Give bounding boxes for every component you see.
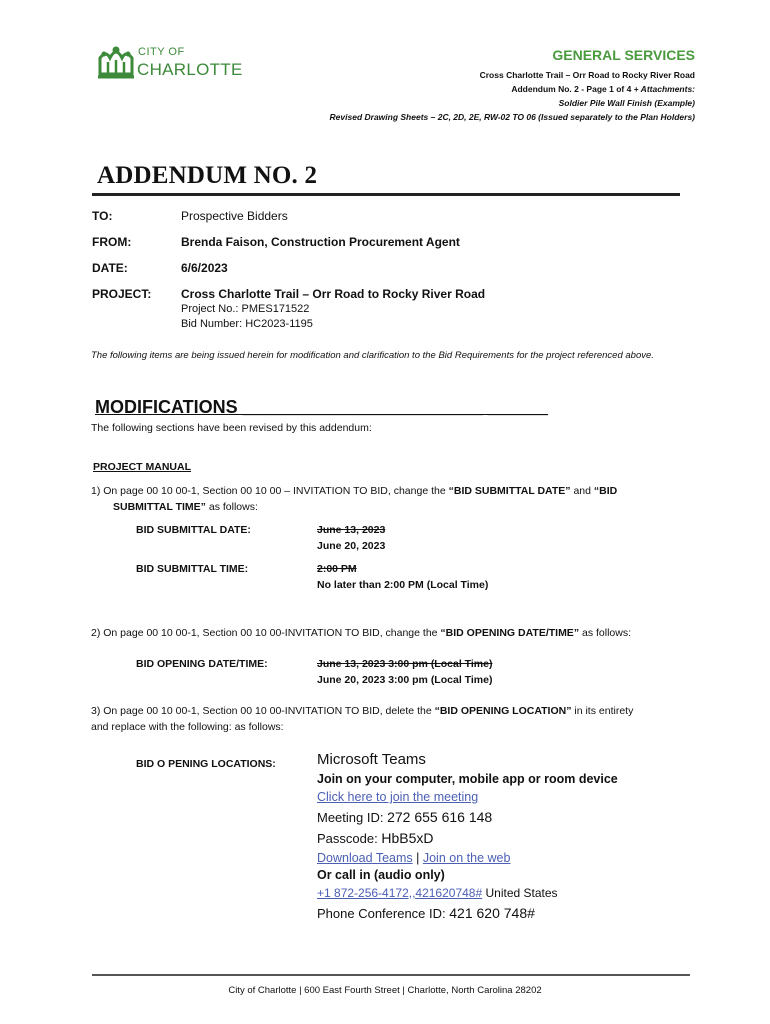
item-3-prefix: 3) On page 00 10 00-1, Section 00 10 00-INVITATION TO BID, delete the (91, 705, 435, 717)
item-1-text (91, 483, 691, 499)
item-1-and: and (570, 485, 594, 497)
bid-submittal-time-new: No later than 2:00 PM (Local Time) (317, 579, 489, 591)
item-2-bid-opening: “BID OPENING DATE/TIME” (440, 627, 580, 639)
title-divider (92, 193, 680, 196)
phone-country: United States (482, 886, 558, 900)
item-3-end: in its entirety (571, 705, 634, 717)
page-title: ADDENDUM NO. 2 (97, 162, 318, 189)
item-2-end: as follows: (579, 627, 632, 639)
conference-id-value: 421 620 748# (449, 905, 535, 921)
project-number: Project No.: PMES171522 (181, 303, 310, 315)
bid-number: Bid Number: HC2023-1195 (181, 318, 313, 330)
teams-join-line: Join on your computer, mobile app or room device (317, 772, 618, 786)
from-label: FROM: (92, 235, 132, 249)
bid-opening-locations-label: BID O PENING LOCATIONS: (136, 758, 276, 770)
passcode (317, 830, 433, 846)
bid-opening-date-old: June 13, 2023 3:00 pm (Local Time) (317, 658, 493, 670)
conference-id (317, 905, 535, 921)
meeting-id-value: 272 655 616 148 (387, 809, 493, 825)
item-3-text (91, 703, 691, 719)
item-1-submittal-time: SUBMITTAL TIME” (113, 501, 206, 513)
bid-submittal-time-old: 2:00 PM (317, 563, 357, 575)
conference-id-label: Phone Conference ID: (317, 906, 450, 921)
date-label: DATE: (92, 261, 128, 275)
header-page-info: Addendum No. 2 - Page 1 of 4 (511, 84, 632, 94)
teams-title: Microsoft Teams (317, 751, 426, 768)
passcode-value: HbB5xD (381, 830, 434, 846)
header-line-3: Soldier Pile Wall Finish (Example) (558, 98, 695, 108)
header-line-4: Revised Drawing Sheets – 2C, 2D, 2E, RW-02 TO 06 (Issued separately to the Plan Holders) (329, 112, 695, 122)
modifications-subtext: The following sections have been revised by this addendum: (91, 422, 372, 434)
item-3-bid-opening-location: “BID OPENING LOCATION” (434, 705, 572, 717)
bid-submittal-date-old: June 13, 2023 (317, 524, 386, 536)
modifications-heading: MODIFICATIONS ________________________ ______ (95, 397, 548, 417)
item-1-bid: “BID (593, 485, 618, 497)
item-1-prefix: 1) On page 00 10 00-1, Section 00 10 00 – INVITATION TO BID, change the (91, 485, 449, 497)
item-1-end: as follows: (205, 501, 258, 513)
passcode-label: Passcode: (317, 831, 382, 846)
logo-charlotte: CHARLOTTE (137, 60, 243, 79)
header-line-2 (275, 82, 695, 96)
to-value: Prospective Bidders (181, 209, 288, 223)
project-label: PROJECT: (92, 287, 152, 301)
phone-link[interactable]: +1 872-256-4172,,421620748# (317, 886, 483, 900)
bid-submittal-time-label: BID SUBMITTAL TIME: (136, 563, 249, 575)
call-in-heading: Or call in (audio only) (317, 868, 445, 882)
item-3-line-2: and replace with the following: as follows: (91, 721, 284, 733)
item-2-prefix: 2) On page 00 10 00-1, Section 00 10 00-INVITATION TO BID, change the (91, 627, 441, 639)
logo-city-of: CITY OF (138, 46, 185, 58)
crown-icon (96, 44, 136, 80)
join-meeting-link[interactable]: Click here to join the meeting (317, 790, 479, 804)
join-web-link[interactable]: Join on the web (422, 851, 511, 865)
bid-opening-date-label: BID OPENING DATE/TIME: (136, 658, 268, 670)
bid-submittal-date-new: June 20, 2023 (317, 540, 386, 552)
intro-text: The following items are being issued herein for modification and clarification to the Bid Requirements for the project referenced above. (91, 350, 654, 361)
from-value: Brenda Faison, Construction Procurement Agent (181, 235, 460, 249)
item-1-line-2 (113, 499, 258, 515)
city-logo (96, 44, 246, 86)
date-value: 6/6/2023 (181, 261, 228, 275)
to-label: TO: (92, 209, 113, 223)
link-separator: | (412, 851, 423, 865)
project-value: Cross Charlotte Trail – Orr Road to Rocky River Road (181, 287, 486, 301)
header-line-1: Cross Charlotte Trail – Orr Road to Rocky River Road (479, 70, 695, 80)
document-header (275, 47, 695, 124)
phone-line (317, 886, 558, 900)
footer-address: City of Charlotte | 600 East Fourth Street | Charlotte, North Carolina 28202 (228, 985, 542, 996)
meeting-id-label: Meeting ID: (317, 810, 388, 825)
project-manual-heading: PROJECT MANUAL (93, 461, 192, 473)
meeting-id (317, 809, 492, 825)
teams-links (317, 851, 510, 865)
item-2-text (91, 625, 691, 641)
department-name: GENERAL SERVICES (552, 47, 695, 63)
footer-divider (92, 974, 690, 976)
item-1-bid-date: “BID SUBMITTAL DATE” (448, 485, 571, 497)
header-attachments: + Attachments: (631, 84, 695, 94)
bid-submittal-date-label: BID SUBMITTAL DATE: (136, 524, 251, 536)
bid-opening-date-new: June 20, 2023 3:00 pm (Local Time) (317, 674, 493, 686)
download-teams-link[interactable]: Download Teams (317, 851, 413, 865)
